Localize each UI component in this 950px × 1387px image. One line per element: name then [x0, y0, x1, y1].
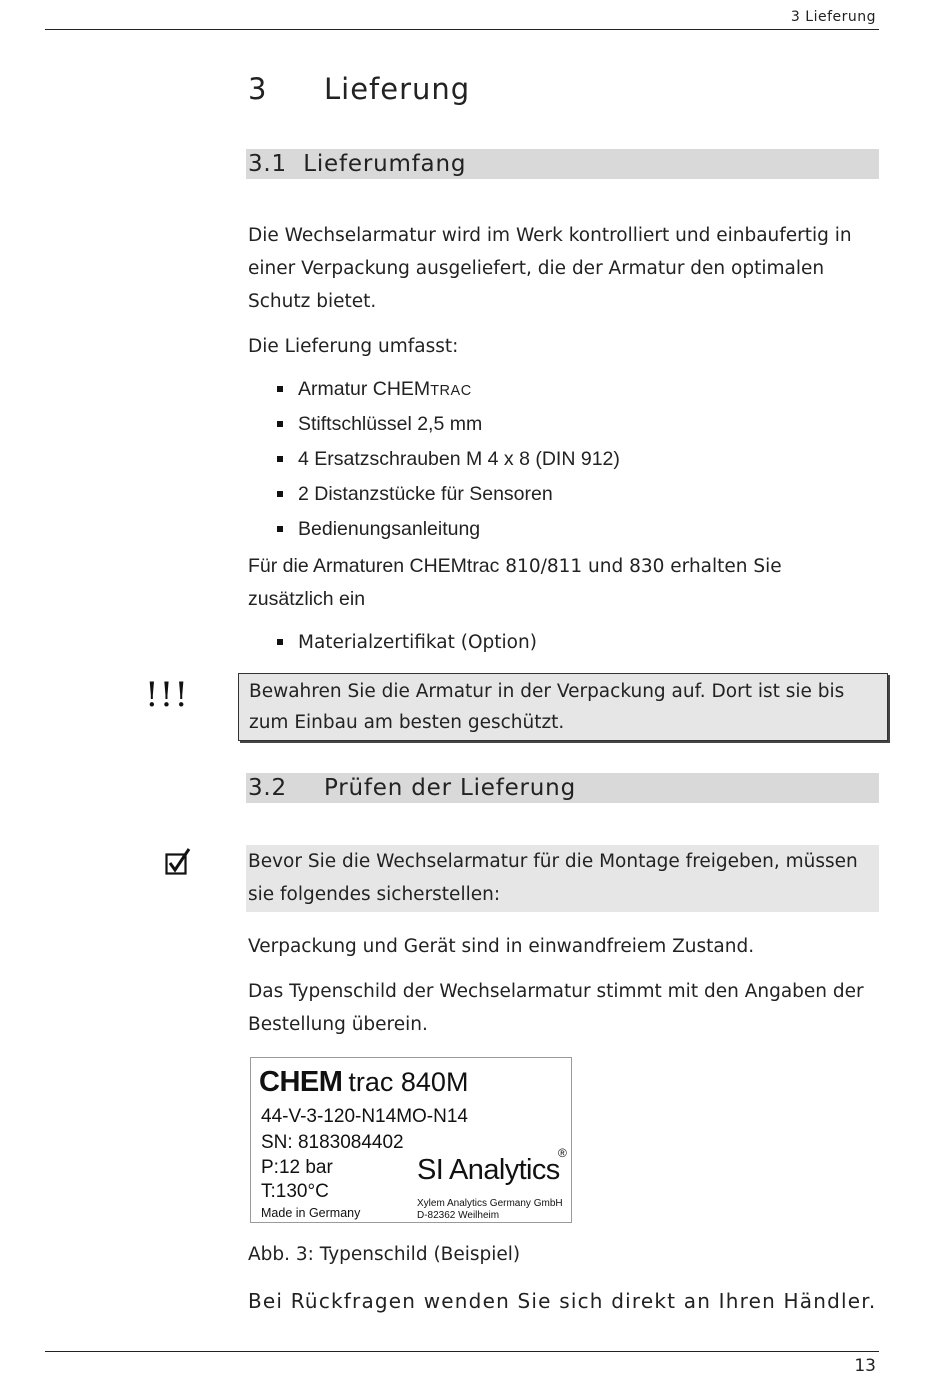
type-plate-serial: SN: 8183084402 [261, 1132, 404, 1153]
section-number: 3.2 [248, 775, 287, 801]
type-plate-address: D-82362 Weilheim [417, 1210, 500, 1221]
check-text: Bevor Sie die Wechselarmatur für die Montage freigeben, müssen sie folgendes sicherstellen: [248, 851, 858, 905]
manufacturer-logo: SI Analytics [417, 1154, 560, 1186]
type-plate-origin: Made in Germany [261, 1206, 361, 1220]
list-item: 2 Distanzstücke für Sensoren [248, 477, 620, 512]
list-item: Stiftschlüssel 2,5 mm [248, 407, 620, 442]
bullet-icon [277, 639, 283, 645]
checkbox-checked-icon [165, 847, 191, 875]
chapter-title: Lieferung [324, 72, 471, 106]
bullet-icon [277, 526, 283, 532]
condition-paragraph: Verpackung und Gerät sind in einwandfreiem Zustand. [248, 936, 755, 957]
extra-paragraph: Für die Armaturen CHEMtrac 810/811 und 830 erhalten Sie zusätzlich ein [248, 555, 782, 610]
type-plate-temperature: T:130°C [261, 1181, 329, 1202]
registered-mark: ® [558, 1146, 567, 1160]
bullet-icon [277, 421, 283, 427]
check-box [246, 845, 879, 912]
extra-list [248, 625, 537, 660]
note-text: Bewahren Sie die Armatur in der Verpackung auf. Dort ist sie bis zum Einbau am besten geschützt. [249, 681, 845, 733]
delivery-list [248, 372, 620, 547]
list-item: Bedienungsanleitung [248, 512, 620, 547]
bullet-icon [277, 386, 283, 392]
figure-caption: Abb. 3: Typenschild (Beispiel) [248, 1244, 521, 1265]
list-item: Armatur CHEMTRAC [248, 372, 620, 407]
bullet-icon [277, 491, 283, 497]
type-plate-code: 44-V-3-120-N14MO-N14 [261, 1106, 468, 1127]
type-plate-company: Xylem Analytics Germany GmbH [417, 1198, 563, 1209]
header-rule [45, 29, 879, 30]
list-item: 4 Ersatzschrauben M 4 x 8 (DIN 912) [248, 442, 620, 477]
chapter-number: 3 [248, 72, 268, 106]
section-heading-3-1 [246, 149, 879, 179]
intro-paragraph: Die Wechselarmatur wird im Werk kontrolliert und einbaufertig in einer Verpackung ausgeliefert, die der Armatur den optimalen Schutz bietet. [248, 225, 852, 312]
typeplate-paragraph: Das Typenschild der Wechselarmatur stimmt mit den Angaben der Bestellung überein. [248, 981, 864, 1035]
list-item: Materialzertifikat (Option) [248, 625, 537, 660]
closing-paragraph: Bei Rückfragen wenden Sie sich direkt an Ihren Händler. [248, 1289, 877, 1313]
section-title: Prüfen der Lieferung [324, 775, 576, 801]
page-number: 13 [854, 1356, 876, 1376]
note-box [238, 673, 888, 741]
section-number: 3.1 [248, 151, 287, 177]
attention-marker: !!! [145, 675, 189, 715]
bullet-icon [277, 456, 283, 462]
footer-rule [45, 1351, 879, 1352]
type-plate-image [250, 1057, 572, 1223]
section-heading-3-2 [246, 773, 879, 803]
delivery-heading: Die Lieferung umfasst: [248, 336, 459, 357]
type-plate-brand: CHEM trac 840M [259, 1066, 469, 1098]
type-plate-pressure: P:12 bar [261, 1157, 333, 1178]
running-header: 3 Lieferung [790, 9, 876, 25]
section-title: Lieferumfang [303, 151, 467, 177]
chapter-heading [248, 72, 470, 106]
